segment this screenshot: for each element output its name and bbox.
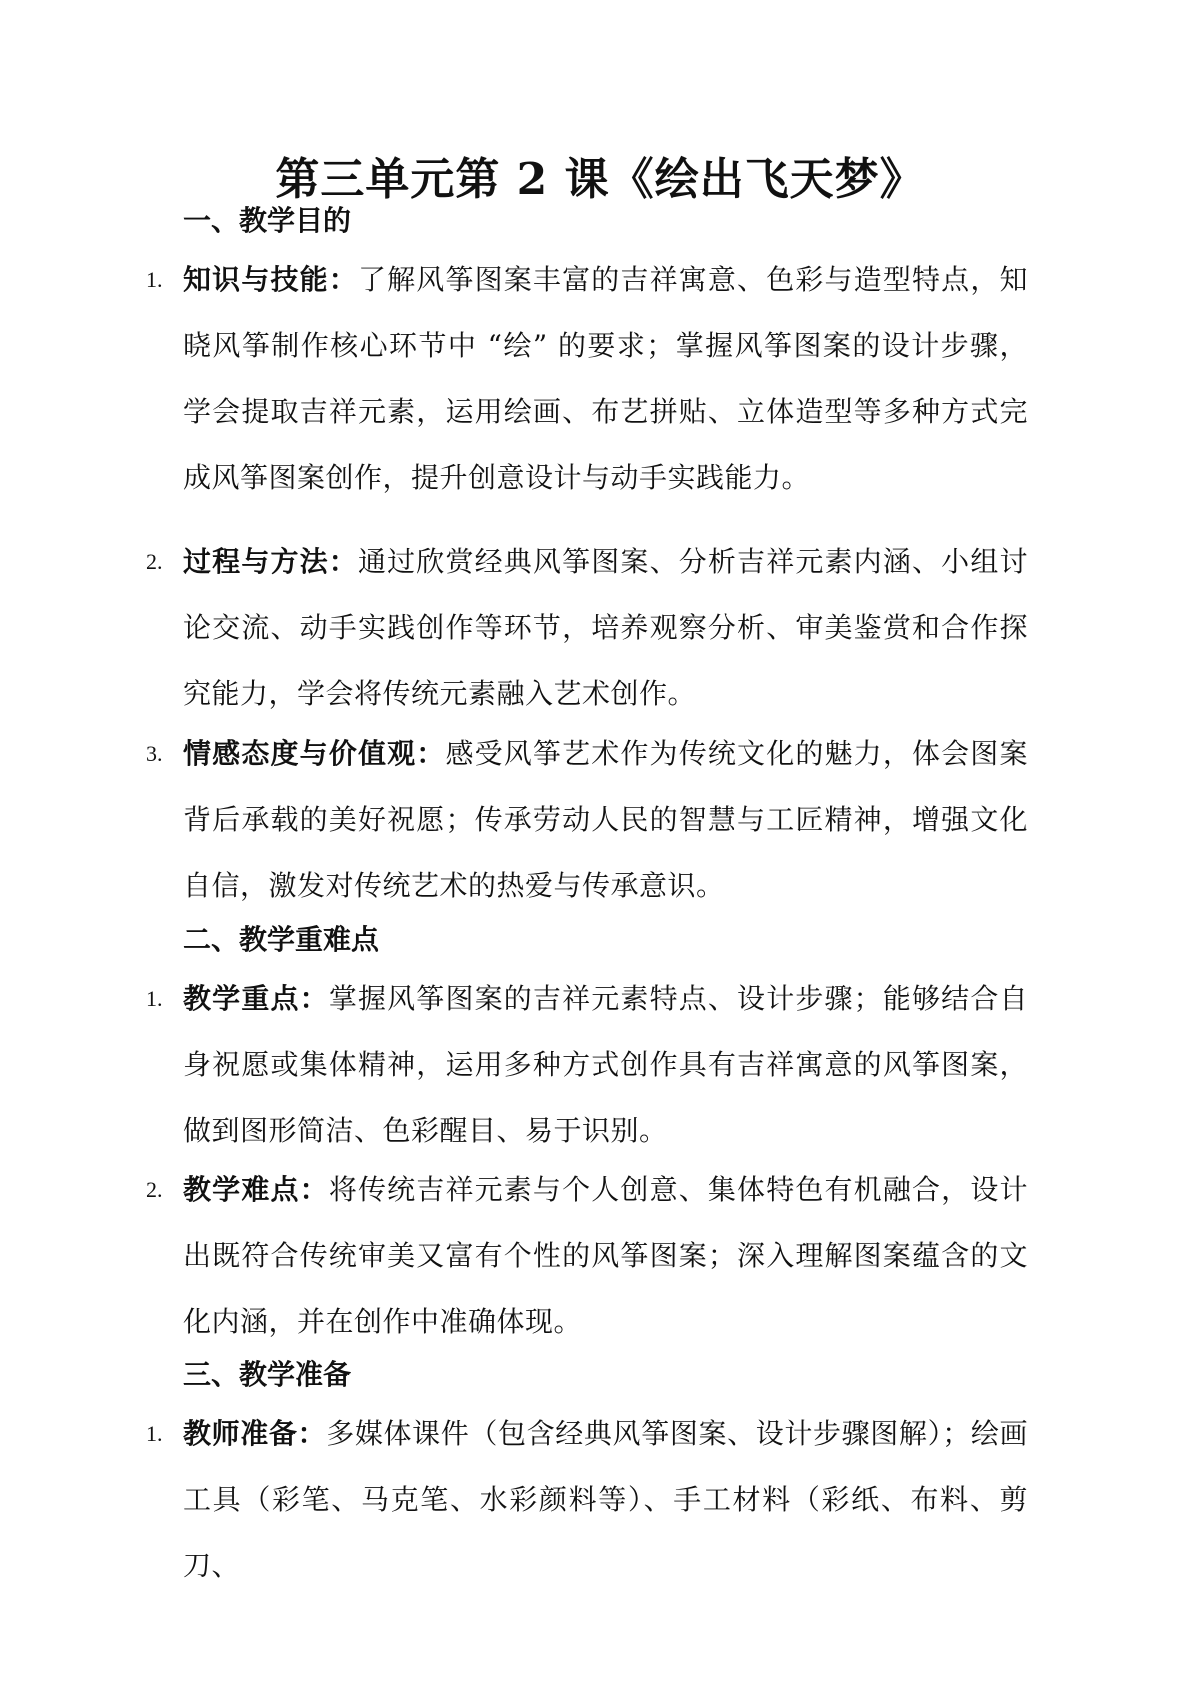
list-item-number: 1. — [146, 986, 163, 1011]
list-item-label: 教学难点： — [183, 1173, 329, 1206]
list-item-number: 1. — [146, 267, 163, 292]
section-heading-preparation: 三、教学准备 — [183, 1358, 352, 1391]
list-item-text: 了解风筝图案丰富的吉祥寓意、色彩与造型特点，知晓风筝制作核心环节中 “绘” 的要求；掌握风筝图案的设计步骤，学会提取吉祥元素，运用绘画、布艺拼贴、立体造型等多种方式完成风筝图案创作，提升创意设计与动手实践能力。 — [183, 263, 1028, 494]
list-item-body — [183, 721, 1028, 919]
list-item-number: 3. — [146, 741, 163, 766]
list-item-text: 将传统吉祥元素与个人创意、集体特色有机融合，设计出既符合传统审美又富有个性的风筝图案；深入理解图案蕴含的文化内涵，并在创作中准确体现。 — [183, 1173, 1028, 1338]
list-item-text: 感受风筝艺术作为传统文化的魅力，体会图案背后承载的美好祝愿；传承劳动人民的智慧与工匠精神，增强文化自信，激发对传统艺术的热爱与传承意识。 — [183, 737, 1028, 902]
list-item-body — [183, 247, 1028, 511]
list-item-label: 教学重点： — [183, 982, 329, 1015]
list-item-body — [183, 966, 1028, 1164]
list-item-number: 2. — [146, 549, 163, 574]
list-item-text: 多媒体课件（包含经典风筝图案、设计步骤图解）；绘画工具（彩笔、马克笔、水彩颜料等）、手工材料（彩纸、布料、剪刀、 — [183, 1417, 1028, 1582]
list-item-text: 掌握风筝图案的吉祥元素特点、设计步骤；能够结合自身祝愿或集体精神，运用多种方式创作具有吉祥寓意的风筝图案，做到图形简洁、色彩醒目、易于识别。 — [183, 982, 1028, 1147]
list-item-body — [183, 529, 1028, 727]
list-item-label: 过程与方法： — [183, 545, 358, 578]
section-heading-objectives: 一、教学目的 — [183, 204, 352, 237]
section-heading-key-points: 二、教学重难点 — [183, 923, 380, 956]
list-item-label: 教师准备： — [183, 1417, 327, 1450]
list-item-label: 情感态度与价值观： — [183, 737, 446, 770]
document-title: 第三单元第 2 课《绘出飞天梦》 — [275, 154, 925, 205]
list-item-body — [183, 1401, 1028, 1599]
list-item-body — [183, 1157, 1028, 1355]
list-item-number: 2. — [146, 1177, 163, 1202]
list-item-label: 知识与技能： — [183, 263, 358, 296]
list-item-text: 通过欣赏经典风筝图案、分析吉祥元素内涵、小组讨论交流、动手实践创作等环节，培养观察分析、审美鉴赏和合作探究能力，学会将传统元素融入艺术创作。 — [183, 545, 1028, 710]
list-item-number: 1. — [146, 1421, 163, 1446]
